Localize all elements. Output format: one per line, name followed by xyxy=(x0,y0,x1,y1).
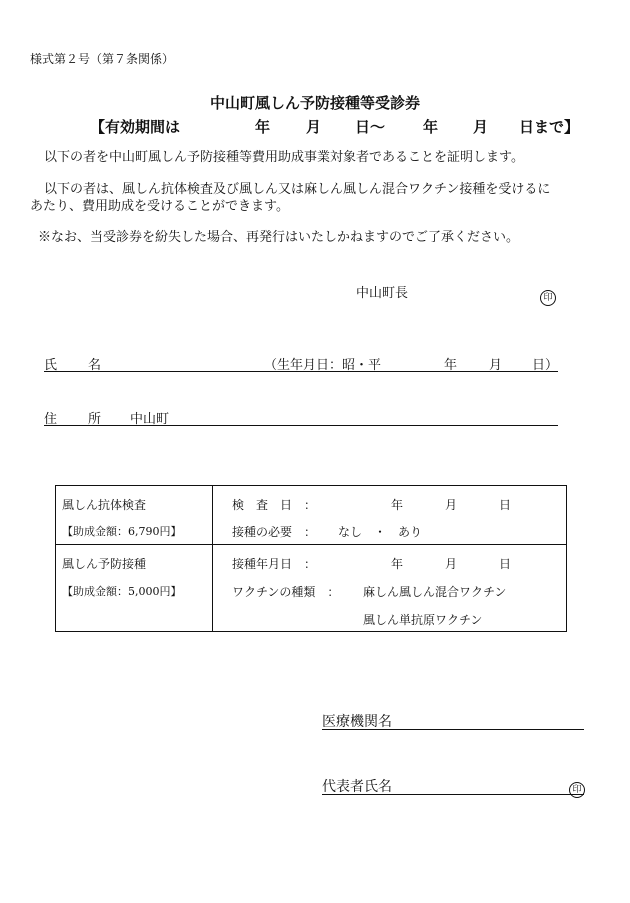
name-label-2: 名 xyxy=(88,358,102,373)
vaccination-date-day: 日 xyxy=(499,557,512,571)
address-value: 中山町 xyxy=(130,412,170,427)
institution-label: 医療機関名 xyxy=(322,714,392,730)
validity-open: 【有効期間は xyxy=(90,118,181,136)
validity-day-end: 日まで】 xyxy=(519,118,580,136)
antibody-test-subsidy: 【助成金額：6,790円】 xyxy=(62,525,182,538)
table-row xyxy=(56,486,567,545)
vaccination-details xyxy=(213,545,567,632)
test-date-month: 月 xyxy=(445,498,458,512)
representative-label: 代表者氏名 xyxy=(322,779,392,795)
validity-month: 月 xyxy=(306,118,322,136)
vaccine-type-rubella: 風しん単抗原ワクチン xyxy=(363,613,483,627)
page-title: 中山町風しん予防接種等受診券 xyxy=(209,94,420,112)
test-date-year: 年 xyxy=(391,498,404,512)
birthdate-label: （生年月日：昭・平 xyxy=(264,358,382,373)
test-date-label: 検 査 日 ： xyxy=(232,498,317,512)
form-number: 様式第２号（第７条関係） xyxy=(30,52,175,66)
certification-text: 以下の者を中山町風しん予防接種等費用助成事業対象者であることを証明します。 xyxy=(44,150,524,165)
address-label-1: 住 xyxy=(44,412,58,427)
eligibility-text-1: 以下の者は、風しん抗体検査及び風しん又は麻しん風しん混合ワクチン接種を受けるに xyxy=(44,182,551,197)
validity-year: 年 xyxy=(255,118,271,136)
table-row xyxy=(56,545,567,632)
validity-month-end: 月 xyxy=(473,118,489,136)
vaccination-need-options: なし ・ あり xyxy=(338,525,423,539)
birth-month: 月 xyxy=(489,358,503,373)
address-label-2: 所 xyxy=(88,412,102,427)
validity-year-end: 年 xyxy=(423,118,439,136)
name-label-1: 氏 xyxy=(44,358,58,373)
test-date-day: 日 xyxy=(499,498,512,512)
address-underline xyxy=(44,425,558,426)
antibody-test-cell xyxy=(56,486,213,545)
loss-notice: ※なお、当受診券を紛失した場合、再発行はいたしかねますのでご了承ください。 xyxy=(38,230,520,245)
antibody-test-title: 風しん抗体検査 xyxy=(62,498,147,512)
eligibility-text-2: あたり、費用助成を受けることができます。 xyxy=(30,199,289,214)
vaccination-date-label: 接種年月日 ： xyxy=(232,557,317,571)
issuer-seal xyxy=(540,285,556,306)
vaccination-need-label: 接種の必要 ： xyxy=(232,525,317,539)
seal-mark: 印 xyxy=(569,782,585,798)
antibody-test-details xyxy=(213,486,567,545)
birth-year: 年 xyxy=(444,358,458,373)
seal-mark: 印 xyxy=(540,290,556,306)
validity-day-to: 日～ xyxy=(355,118,386,136)
birth-day: 日） xyxy=(532,358,559,373)
vaccination-subsidy: 【助成金額：5,000円】 xyxy=(62,585,182,598)
vaccination-cell xyxy=(56,545,213,632)
issuer-mayor: 中山町長 xyxy=(356,286,409,301)
vaccination-date-year: 年 xyxy=(391,557,404,571)
vaccine-type-mr: 麻しん風しん混合ワクチン xyxy=(363,585,507,599)
vaccine-type-label: ワクチンの種類 ： xyxy=(232,585,340,599)
vaccination-date-month: 月 xyxy=(445,557,458,571)
vaccination-title: 風しん予防接種 xyxy=(62,557,147,571)
service-table xyxy=(55,485,567,632)
representative-seal xyxy=(569,777,585,798)
